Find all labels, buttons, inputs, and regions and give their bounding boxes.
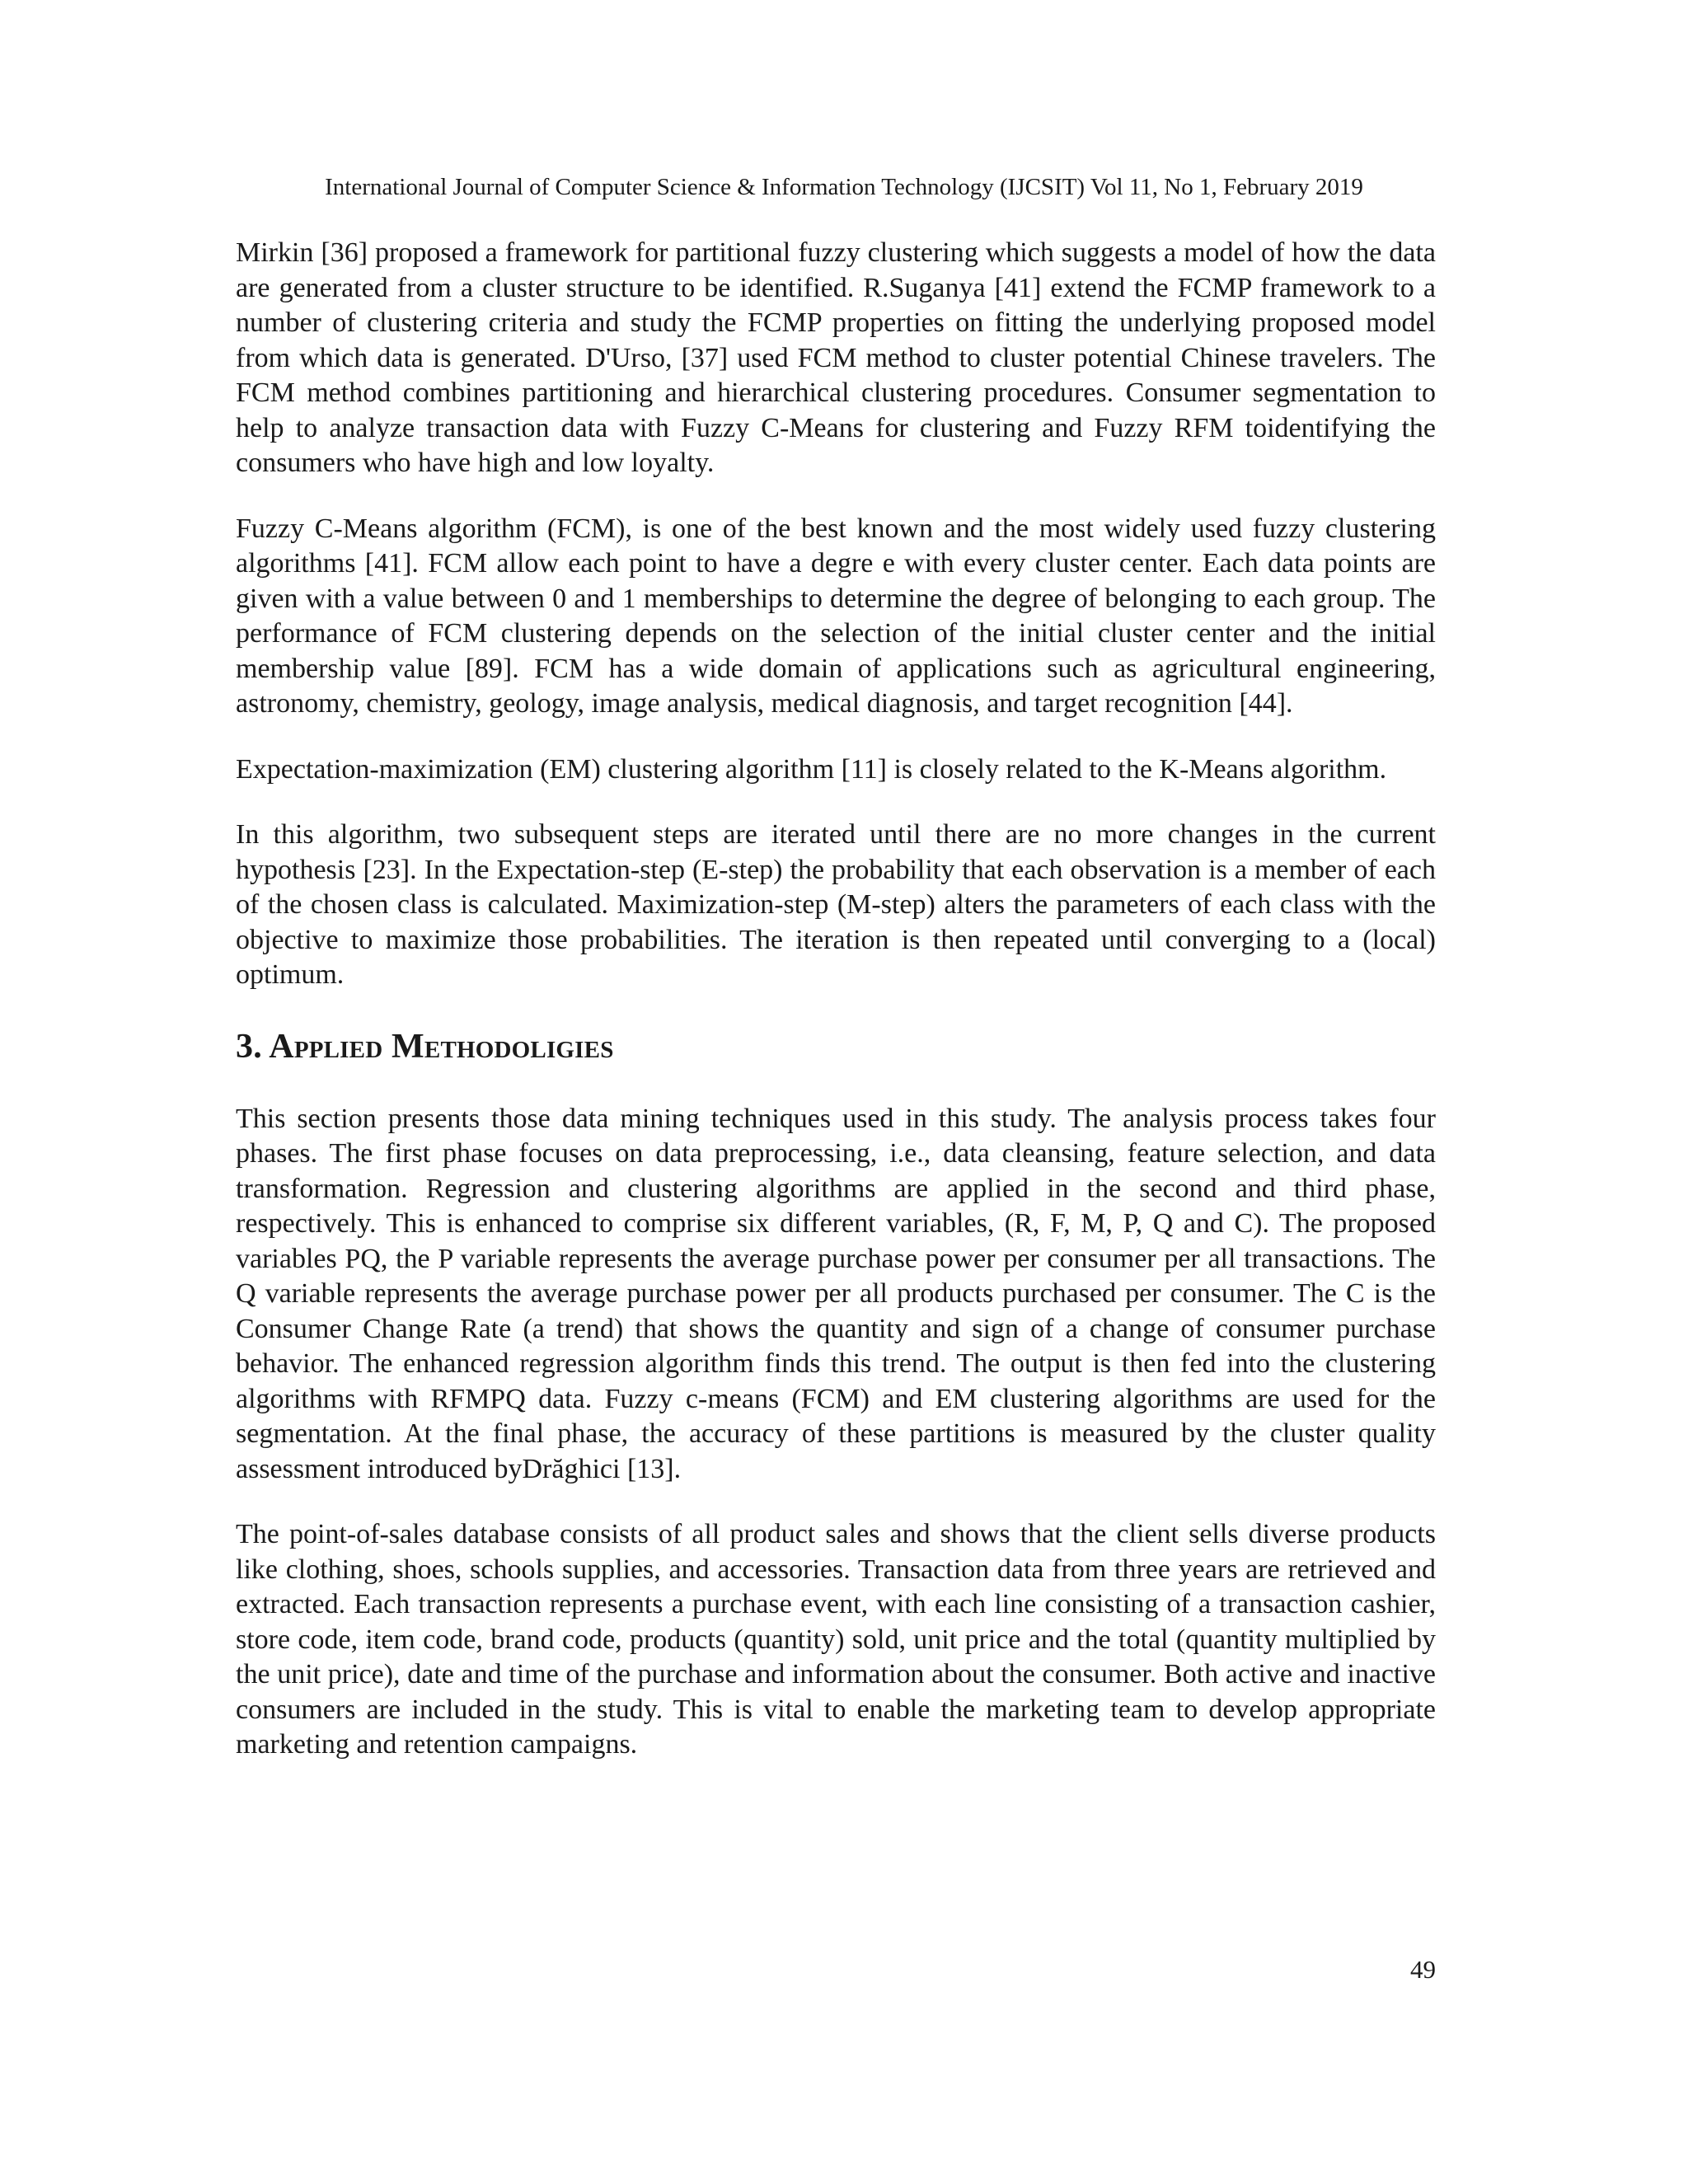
page-number: 49 [1410, 1955, 1436, 1984]
section-heading-applied-methodologies: 3. Applied Methodoligies [236, 1027, 614, 1066]
running-header: International Journal of Computer Science & Information Technology (IJCSIT) Vol 11, No 1, February 2019 [325, 174, 1363, 200]
paragraph-section-overview: This section presents those data mining techniques used in this study. The analysis process takes four phases. The first phase focuses on data preprocessing, i.e., data cleansing, feature selection, and data transformation. Regression and clustering algorithms are applied in the second and third phase, respectively. This is enhanced to comprise six different variables, (R, F, M, P, Q and C). The proposed variables PQ, the P variable represents the average purchase power per consumer per all transactions. The Q variable represents the average purchase power per all products purchased per consumer. The C is the Consumer Change Rate (a trend) that shows the quantity and sign of a change of consumer purchase behavior. The enhanced regression algorithm finds this trend. The output is then fed into the clustering algorithms with RFMPQ data. Fuzzy c-means (FCM) and EM clustering algorithms are used for the segmentation. At the final phase, the accuracy of these partitions is measured by the cluster quality assessment introduced byDrăghici [13]. [236, 1103, 1436, 1484]
paragraph-em-intro: Expectation-maximization (EM) clustering algorithm [11] is closely related to the K-Means algorithm. [236, 753, 1387, 785]
body-text [236, 236, 1436, 1763]
paragraph-mirkin-fcmp: Mirkin [36] proposed a framework for partitional fuzzy clustering which suggests a model of how the data are generated from a cluster structure to be identified. R.Suganya [41] extend the FCMP framework to a number of clustering criteria and study the FCMP properties on fitting the underlying proposed model from which data is generated. D'Urso, [37] used FCM method to cluster potential Chinese travelers. The FCM method combines partitioning and hierarchical clustering procedures. Consumer segmentation to help to analyze transaction data with Fuzzy C-Means for clustering and Fuzzy RFM toidentifying the consumers who have high and low loyalty. [236, 237, 1436, 478]
paragraph-em-steps: In this algorithm, two subsequent steps are iterated until there are no more changes in the current hypothesis [23]. In the Expectation-step (E-step) the probability that each observation is a member of each of the chosen class is calculated. Maximization-step (M-step) alters the parameters of each class with the objective to maximize those probabilities. The iteration is then repeated until converging to a (local) optimum. [236, 819, 1436, 990]
paragraph-fuzzy-c-means: Fuzzy C-Means algorithm (FCM), is one of the best known and the most widely used fuzzy clustering algorithms [41]. FCM allow each point to have a degre e with every cluster center. Each data points are given with a value between 0 and 1 memberships to determine the degree of belonging to each group. The performance of FCM clustering depends on the selection of the initial cluster center and the initial membership value [89]. FCM has a wide domain of applications such as agricultural engineering, astronomy, chemistry, geology, image analysis, medical diagnosis, and target recognition [44]. [236, 513, 1436, 719]
paragraph-point-of-sales: The point-of-sales database consists of all product sales and shows that the client sells diverse products like clothing, shoes, schools supplies, and accessories. Transaction data from three years are retrieved and extracted. Each transaction represents a purchase event, with each line consisting of a transaction cashier, store code, item code, brand code, products (quantity) sold, unit price and the total (quantity multiplied by the unit price), date and time of the purchase and information about the consumer. Both active and inactive consumers are included in the study. This is vital to enable the marketing team to develop appropriate marketing and retention campaigns. [236, 1519, 1436, 1760]
